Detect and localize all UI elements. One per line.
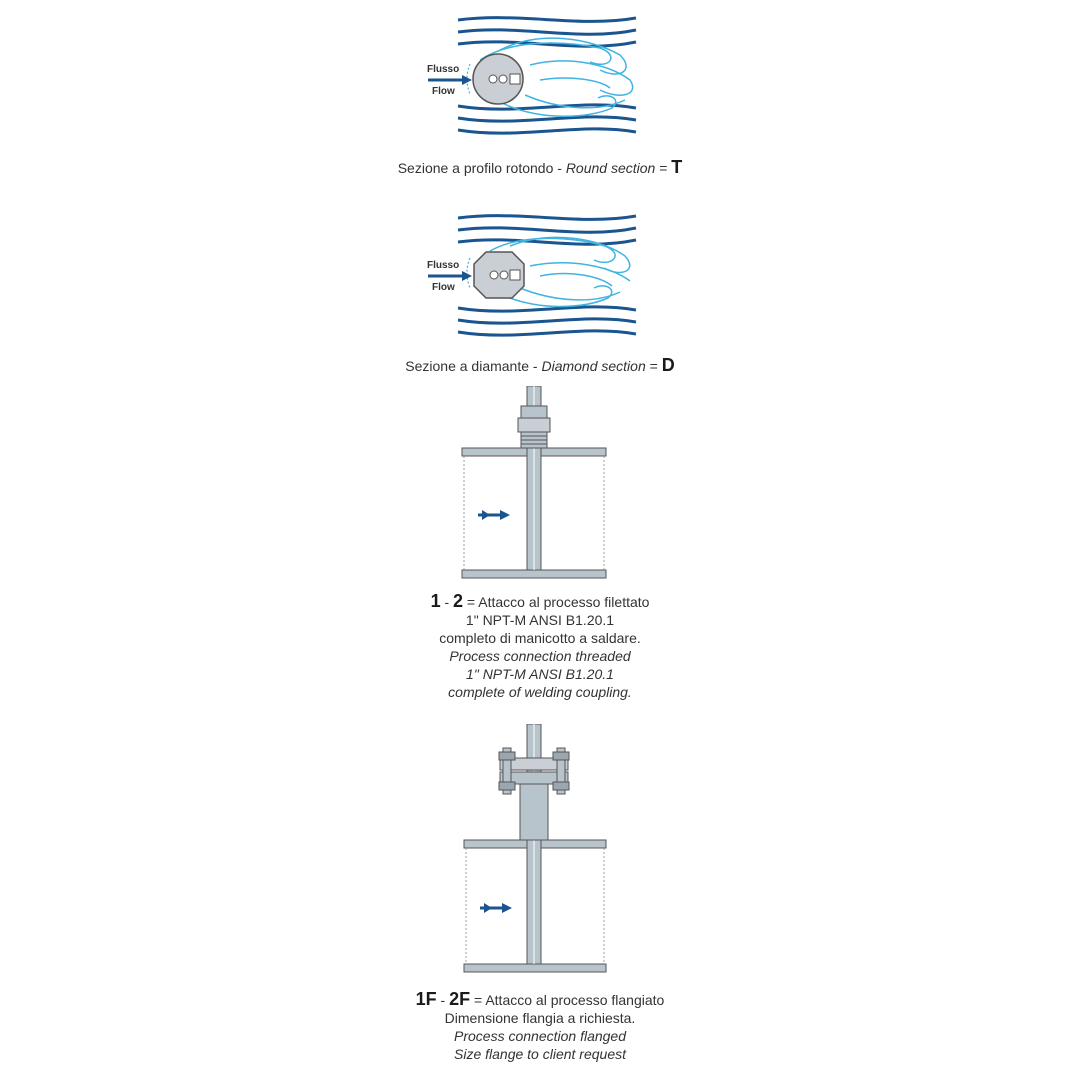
diamond-caption-eq: = — [645, 358, 662, 374]
threaded-line6: complete of welding coupling. — [448, 684, 632, 700]
round-flow-en: Flow — [432, 86, 455, 97]
round-caption-en: Round section — [565, 160, 656, 176]
round-flow-label — [427, 64, 459, 75]
diamond-flow-label — [427, 260, 459, 271]
diamond-flow-it: Flusso — [427, 260, 460, 271]
threaded-connection-diagram — [0, 386, 1080, 586]
diamond-flow-label-en — [432, 282, 455, 293]
flanged-connection-figure — [0, 724, 1080, 1080]
threaded-caption — [0, 592, 1080, 701]
threaded-code-b: 2 — [453, 591, 464, 611]
flanged-connection-diagram — [0, 724, 1080, 980]
diamond-section-code: D — [661, 355, 675, 375]
round-section-caption — [0, 158, 1080, 177]
round-caption-it: Sezione a profilo rotondo - — [397, 160, 566, 176]
flanged-sep: - — [436, 992, 450, 1008]
diamond-section-figure — [0, 196, 1080, 386]
round-section-figure — [0, 0, 1080, 200]
flanged-code-a: 1F — [415, 989, 437, 1009]
threaded-line1: Attacco al processo filettato — [478, 594, 650, 610]
flanged-line1: Attacco al processo flangiato — [485, 992, 665, 1008]
diamond-caption-it: Sezione a diamante - — [405, 358, 542, 374]
threaded-line2: 1" NPT-M ANSI B1.20.1 — [465, 612, 615, 628]
threaded-sep: - — [440, 594, 454, 610]
flanged-caption — [0, 990, 1080, 1063]
diamond-flow-en: Flow — [432, 282, 455, 293]
flanged-eq: = — [470, 992, 486, 1008]
flanged-code-b: 2F — [449, 989, 471, 1009]
threaded-code-a: 1 — [430, 591, 441, 611]
threaded-caption-line-1 — [0, 592, 1080, 611]
diamond-section-caption — [0, 356, 1080, 375]
threaded-line4: Process connection threaded — [449, 648, 631, 664]
threaded-line5: 1" NPT-M ANSI B1.20.1 — [466, 666, 614, 682]
round-section-diagram — [0, 0, 1080, 150]
round-flow-label-en — [432, 86, 455, 97]
threaded-eq: = — [463, 594, 479, 610]
threaded-line3: completo di manicotto a saldare. — [439, 630, 641, 646]
round-flow-it: Flusso — [427, 64, 460, 75]
flanged-line3: Process connection flanged — [454, 1028, 626, 1044]
diamond-caption-en: Diamond section — [541, 358, 646, 374]
diamond-section-diagram — [0, 196, 1080, 346]
flanged-caption-line-1 — [0, 990, 1080, 1009]
round-caption-eq: = — [655, 160, 672, 176]
flanged-line2: Dimensione flangia a richiesta. — [444, 1010, 636, 1026]
flanged-line4: Size flange to client request — [454, 1046, 626, 1062]
threaded-connection-figure — [0, 386, 1080, 716]
round-section-code: T — [671, 157, 683, 177]
